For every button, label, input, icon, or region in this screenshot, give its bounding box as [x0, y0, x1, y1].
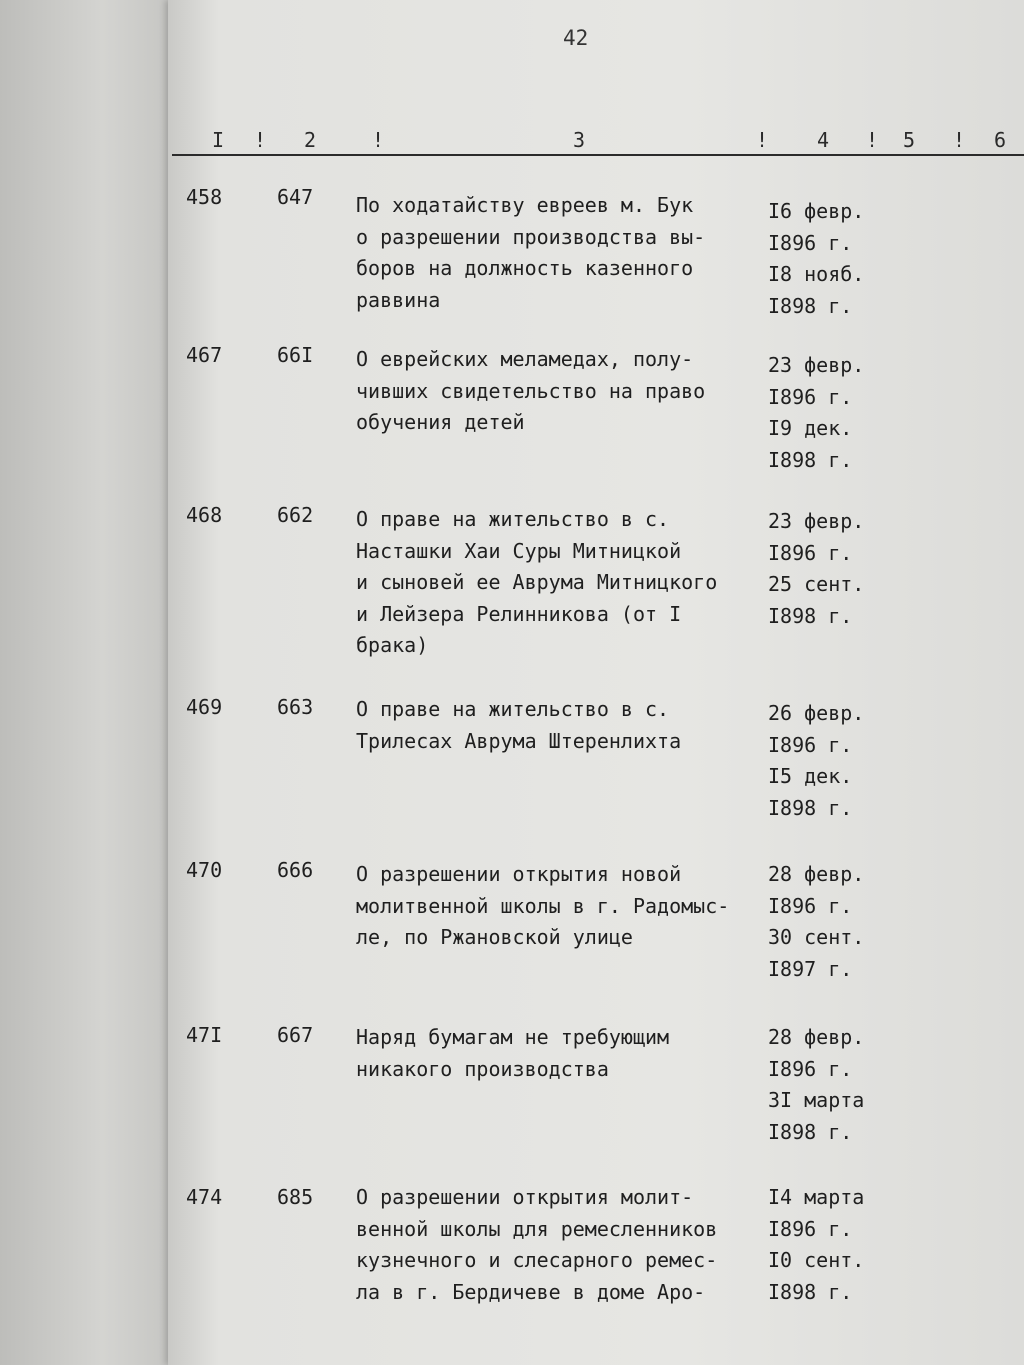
record-number: 469: [186, 695, 223, 719]
title-line: о разрешении производства вы-: [356, 224, 706, 249]
record-number: 458: [186, 185, 223, 209]
file-number: 685: [277, 1185, 314, 1209]
record-dates: [768, 1022, 864, 1148]
header-separator: !: [953, 128, 966, 152]
title-line: и сыновей ее Аврума Митницкого: [356, 570, 718, 595]
record-title: [356, 1022, 669, 1085]
date-line: I897 г.: [768, 956, 853, 981]
date-line: I896 г.: [768, 230, 853, 255]
record-number: 47I: [186, 1023, 223, 1047]
header-col-2: 2: [304, 128, 317, 152]
file-number: 66I: [277, 343, 314, 367]
header-rule: [172, 154, 1024, 156]
record-number: 470: [186, 858, 223, 882]
date-line: I6 февр.: [768, 199, 865, 223]
title-line: Трилесах Аврума Штеренлихта: [356, 728, 682, 753]
date-line: I898 г.: [768, 447, 853, 472]
record-title: [356, 694, 681, 757]
title-line: боров на должность казенного: [356, 256, 694, 281]
title-line: О разрешении открытия новой: [356, 862, 682, 886]
title-line: ла в г. Бердичеве в доме Аро-: [356, 1279, 706, 1304]
date-line: I4 марта: [768, 1185, 865, 1209]
header-col-6: 6: [994, 128, 1007, 152]
title-line: О разрешении открытия молит-: [356, 1185, 694, 1209]
file-number: 663: [277, 695, 314, 719]
header-col-5: 5: [903, 128, 916, 152]
date-line: 28 февр.: [768, 862, 865, 886]
date-line: I898 г.: [768, 293, 853, 318]
file-number: 662: [277, 503, 314, 527]
title-line: раввина: [356, 287, 441, 312]
title-line: О еврейских меламедах, полу-: [356, 347, 694, 371]
date-line: 26 февр.: [768, 701, 865, 725]
date-line: I896 г.: [768, 732, 853, 757]
date-line: I898 г.: [768, 795, 853, 820]
header-separator: !: [756, 128, 769, 152]
date-line: 25 сент.: [768, 572, 865, 597]
record-dates: [768, 506, 864, 632]
title-line: О праве на жительство в с.: [356, 507, 670, 531]
record-title: [356, 344, 705, 439]
title-line: Насташки Хаи Суры Митницкой: [356, 538, 682, 563]
date-line: I898 г.: [768, 603, 853, 628]
record-dates: [768, 859, 864, 985]
record-number: 468: [186, 503, 223, 527]
title-line: По ходатайству евреев м. Бук: [356, 193, 694, 217]
date-line: I896 г.: [768, 1056, 853, 1081]
record-number: 474: [186, 1185, 223, 1209]
date-line: I896 г.: [768, 384, 853, 409]
title-line: и Лейзера Релинникова (от I: [356, 601, 682, 626]
date-line: I898 г.: [768, 1279, 853, 1304]
date-line: I0 сент.: [768, 1248, 865, 1273]
record-dates: [768, 698, 864, 824]
file-number: 667: [277, 1023, 314, 1047]
header-col-1: I: [212, 128, 225, 152]
header-separator: !: [866, 128, 879, 152]
title-line: никакого производства: [356, 1056, 609, 1081]
date-line: 23 февр.: [768, 353, 865, 377]
title-line: чивших свидетельство на право: [356, 378, 706, 403]
record-dates: [768, 1182, 864, 1308]
date-line: I8 нояб.: [768, 262, 865, 287]
title-line: О праве на жительство в с.: [356, 697, 670, 721]
title-line: брака): [356, 633, 429, 658]
date-line: I5 дек.: [768, 764, 853, 789]
record-dates: [768, 196, 864, 322]
record-title: [356, 1182, 717, 1308]
date-line: 3I марта: [768, 1088, 865, 1113]
date-line: 30 сент.: [768, 925, 865, 950]
title-line: кузнечного и слесарного ремес-: [356, 1248, 718, 1273]
header-col-4: 4: [817, 128, 830, 152]
record-dates: [768, 350, 864, 476]
record-number: 467: [186, 343, 223, 367]
date-line: I896 г.: [768, 540, 853, 565]
header-separator: !: [254, 128, 267, 152]
page-number: 42: [563, 26, 589, 50]
title-line: венной школы для ремесленников: [356, 1216, 718, 1241]
record-title: [356, 859, 729, 954]
date-line: I896 г.: [768, 893, 853, 918]
date-line: I896 г.: [768, 1216, 853, 1241]
header-separator: !: [372, 128, 385, 152]
date-line: 23 февр.: [768, 509, 865, 533]
date-line: I898 г.: [768, 1119, 853, 1144]
title-line: обучения детей: [356, 410, 525, 435]
date-line: 28 февр.: [768, 1025, 865, 1049]
record-title: [356, 504, 717, 662]
date-line: I9 дек.: [768, 416, 853, 441]
facing-page-margin: [0, 0, 170, 1365]
title-line: Наряд бумагам не требующим: [356, 1025, 670, 1049]
title-line: молитвенной школы в г. Радомыс-: [356, 893, 730, 918]
file-number: 647: [277, 185, 314, 209]
record-title: [356, 190, 705, 316]
title-line: ле, по Ржановской улице: [356, 925, 633, 950]
header-col-3: 3: [573, 128, 586, 152]
file-number: 666: [277, 858, 314, 882]
